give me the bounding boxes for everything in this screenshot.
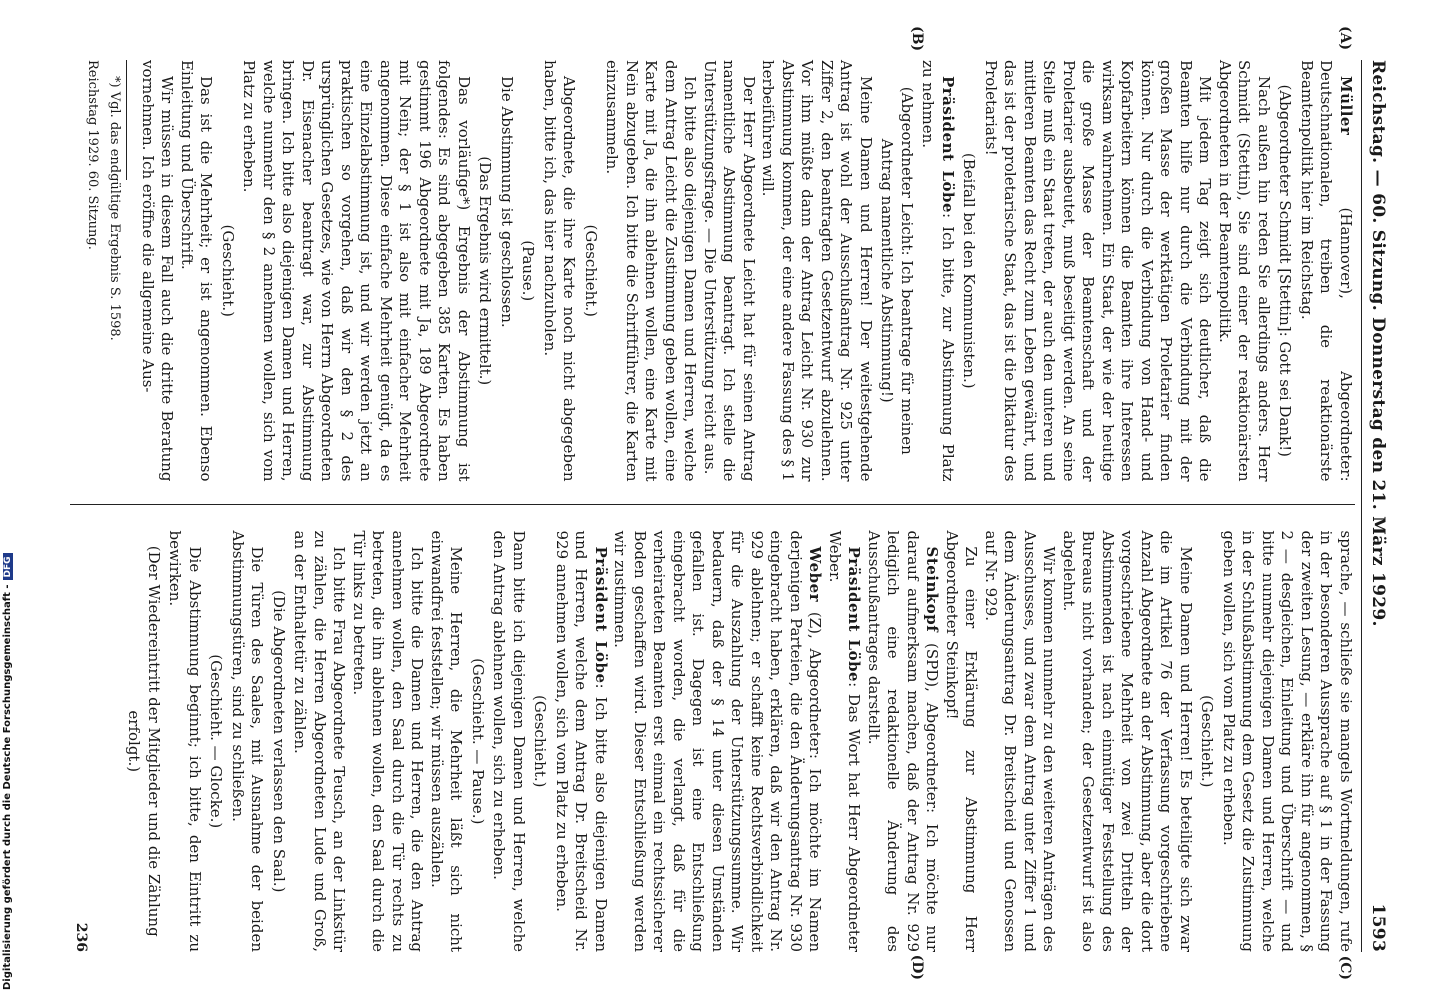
footnote: *) Vgl. das endgültige Ergebnis S. 1598. xyxy=(107,76,123,341)
paragraph-text: (Geschieht.) xyxy=(531,695,550,788)
right-paragraph xyxy=(349,531,427,953)
right-paragraph xyxy=(228,531,267,953)
right-column xyxy=(71,531,1356,953)
right-paragraph xyxy=(1219,531,1356,953)
paragraph-text: sprache, — schließe sie mangels Wortmeldungen, rufe in der besonderen Aussprache auf § 1 in der Fassung der zweiten Lesung, — erkläre ihn für angenommen, § 2 — desgleichen, Einleitung und Überschrift — und bitte nunmehr diejenigen Damen und Herren, welche in der Schlußabstimmung dem Gesetz die Zustimmung geben wollen, sich vom Platz zu erheben. xyxy=(1220,530,1355,952)
document-page xyxy=(73,20,1400,980)
margin-letter-c: (C) xyxy=(1337,955,1353,980)
paragraph-text: (Geschieht. — Glocke.) xyxy=(207,654,226,829)
left-interjection xyxy=(959,60,979,482)
left-interjection xyxy=(518,60,538,482)
right-paragraph xyxy=(489,531,528,953)
right-interjection xyxy=(124,531,163,953)
left-paragraph xyxy=(602,60,700,482)
paragraph-text: (Geschieht.) xyxy=(219,224,237,317)
left-interjection xyxy=(1275,60,1295,482)
right-interjection xyxy=(206,531,226,953)
right-paragraph xyxy=(864,531,942,953)
left-paragraph xyxy=(177,60,216,482)
paragraph-text: Ich bitte Frau Abgeordnete Teusch, an der Linkstür zu zählen, die Herren Abgeordneten Lude und Groß, an der Enthaltetür zu zählen. xyxy=(291,530,349,952)
paragraph-text: (Das Ergebnis wird ermittelt.) xyxy=(476,156,495,386)
paragraph-text: Das vorläufige*) Ergebnis der Abstimmung ist folgendes: Es sind abgegeben 385 Karten. Es haben gestimmt 196 Abgeordnete mit Ja, 189 Abgeordnete mit Nein; der § 1 ist also mit einfacher Mehrheit angenommen. Diese einfache Mehrheit genügt, da es eine Einzelabstimmung ist, und wir werden jetzt an praktischen so vorgehen, daß wir den § 2 des ursprünglichen Gesetzes, wie von Herrn Abgeordneten Dr. Eisenacher beantragt war, zur Abstimmung bringen. Ich bitte also diejenigen Damen und Herren, welche nunmehr den § 2 annehmen wollen, sich vom Platz zu erheben. xyxy=(240,60,473,482)
paragraph-text: (Abgeordneter Schmidt [Stettin]: Gott sei Dank!) xyxy=(1276,84,1295,457)
right-paragraph xyxy=(610,531,825,953)
right-interjection xyxy=(269,531,289,953)
paragraph-text: Meine Damen und Herren! Es beteiligte sich zwar die im Artikel 76 der Verfassung vorgeschriebene Anzahl Abgeordnete an der Abstimmung, aber die dort vorgeschriebene Mehrheit von zwei Dritteln der Abstimmenden ist nach einmütiger Feststellung des Bureaus nicht vorhanden; der Gesetzentwurf ist also abgelehnt. xyxy=(1060,530,1195,952)
page-header xyxy=(1361,60,1388,952)
footer-page-number: 236 xyxy=(73,922,89,952)
paragraph-text: (Die Abgeordneten verlassen den Saal.) xyxy=(270,590,288,893)
right-paragraph xyxy=(942,531,981,953)
header-page-number: 1593 xyxy=(1368,903,1388,952)
speaker-name: Präsident Löbe xyxy=(939,76,957,214)
speaker-name: Präsident Löbe xyxy=(592,546,610,684)
paragraph-text: Wir müssen in diesem Fall auch die dritte Beratung vornehmen. Ich eröffne die allgemeine Aus- xyxy=(139,60,177,482)
margin-letter-a: (A) xyxy=(1337,26,1353,51)
paragraph-text: Ich bitte also diejenigen Damen und Herren, welche dem Antrag Leicht die Zustimmung geben wollen, eine Karte mit Ja, die ihn ablehnen wollen, eine Karte mit Nein abzugeben. Ich bitte die Schriftführer, die Karten einzusammeln. xyxy=(603,60,700,482)
right-paragraph xyxy=(427,531,466,953)
paragraph-text: (SPD), Abgeordneter: Ich möchte nur darauf aufmerksam machen, daß der Antrag Nr. 929 lediglich eine redaktionelle Änderung des Ausschußantrages darstellt. xyxy=(865,530,942,952)
speaker-name: Steinkopf xyxy=(923,546,942,633)
paragraph-text: (Der Wiedereintritt der Mitglieder und die Zählung erfolgt.) xyxy=(125,545,163,937)
right-paragraph xyxy=(552,531,611,953)
paragraph-text: (Geschieht.) xyxy=(1198,695,1217,788)
paragraph-text: (Geschieht. — Pause.) xyxy=(469,658,487,825)
paragraph-text: Die Abstimmung beginnt; ich bitte, den Eintritt zu bewirken. xyxy=(166,530,204,952)
text-columns xyxy=(71,26,1356,980)
paragraph-text: : Ich bitte, zur Abstimmung Platz zu nehmen. xyxy=(919,60,957,482)
left-paragraph xyxy=(700,60,759,482)
paragraph-text: (Hannover), Abgeordneter: Deutschnationalen, treiben die reaktionärste Beamtenpolitik hier im Reichstag. xyxy=(1298,60,1355,482)
right-paragraph xyxy=(290,531,349,953)
right-paragraph xyxy=(981,531,1059,953)
left-paragraph xyxy=(1297,60,1356,482)
paragraph-text: (Geschieht.) xyxy=(582,224,600,317)
left-paragraph xyxy=(239,60,473,482)
left-paragraph xyxy=(497,60,517,482)
footer-left xyxy=(83,60,103,482)
left-paragraph xyxy=(758,60,875,482)
speaker-name: Weber xyxy=(806,546,825,603)
header-title: Reichstag. — 60. Sitzung. Donnerstag den 21. März 1929. xyxy=(1368,60,1388,627)
left-interjection xyxy=(475,60,495,482)
paragraph-text: (Beifall bei den Kommunisten.) xyxy=(960,152,979,389)
right-interjection xyxy=(530,531,550,953)
left-interjection xyxy=(877,60,916,482)
speaker-name: Müller xyxy=(1337,76,1355,136)
paragraph-text: Ich bitte die Damen und Herren, die den Antrag annehmen wollen, den Saal durch die Tür rechts zu betreten, die ihn ablehnen wollen, den Saal durch die Tür links zu betreten. xyxy=(350,530,427,952)
left-paragraph xyxy=(918,60,957,482)
speaker-name: Präsident Löbe xyxy=(845,546,864,683)
paragraph-text: (Abgeordneter Leicht: Ich beantrage für meinen Antrag namentliche Abstimmung!) xyxy=(878,86,916,455)
paragraph-text: Mit jedem Tag zeigt sich deutlicher, daß die Beamten hilfe nur durch die Verbindung mit der großen Masse der werktätigen Proletarier finden können. Nur durch die Verbindung von Hand- und Kopfarbeitern können die Beamten ihre Interessen wirksam wahrnehmen. Ein Staat, der wie der heutige die große Masse der Beamtenschaft und der Proletarier ausbeutet, muß beseitigt werden. An seine Stelle muß ein Staat treten, der auch den unteren und mittleren Beamten das Recht zum Leben gewährt, und das ist der proletarische Staat, das ist die Diktatur des Proletariats! xyxy=(982,60,1215,482)
paragraph-text: Die Türen des Saales, mit Ausnahme der beiden Abstimmungstüren, sind zu schließen. xyxy=(229,530,267,952)
right-paragraph xyxy=(165,531,204,953)
digitization-text: Digitalisierung gefördert durch die Deutsche Forschungsgemeinschaft - xyxy=(2,584,13,990)
paragraph-text: (Pause.) xyxy=(519,240,538,302)
left-paragraph xyxy=(981,60,1215,482)
footnote-rule xyxy=(127,60,128,180)
right-paragraph xyxy=(825,531,864,953)
paragraph-text: Der Herr Abgeordnete Leicht hat für seinen Antrag namentliche Abstimmung beantragt. Ich stelle die Unterstützungsfrage. — Die Unterstützung reicht aus. xyxy=(701,60,758,482)
left-column xyxy=(71,60,1356,505)
right-interjection xyxy=(468,531,488,953)
paragraph-text: Nach außen hin reden Sie allerdings anders. Herr Schmidt (Stettin), Sie sind einer der reaktionärsten Abgeordneten in der Beamtenpolitik. xyxy=(1216,60,1273,482)
right-interjection xyxy=(1197,531,1217,953)
left-interjection xyxy=(581,60,601,482)
margin-letter-b: (B) xyxy=(909,26,925,52)
footer-right xyxy=(71,531,121,953)
footer-session-note: Reichstag 1929. 60. Sitzung. xyxy=(85,60,101,250)
paragraph-text: : Ich bitte also diejenigen Damen und Herren, welche dem Antrag Dr. Breitscheid Nr. 929 annehmen wollen, sich vom Platz zu erheben. xyxy=(553,530,610,952)
paragraph-text: Zu einer Erklärung zur Abstimmung Herr Abgeordneter Steinkopf! xyxy=(943,530,981,952)
left-paragraph xyxy=(138,60,177,482)
paragraph-text: Dann bitte ich diejenigen Damen und Herren, welche den Antrag ablehnen wollen, sich zu erheben. xyxy=(490,530,528,952)
paragraph-text: Meine Damen und Herren! Der weitestgehende Antrag ist wohl der Ausschußantrag Nr. 925 unter Ziffer 2, den beantragten Gesetzentwurf abzulehnen. Vor ihm müßte dann der Antrag Leicht Nr. 930 zur Abstimmung kommen, der eine andere Fassung des § 1 herbeiführen will. xyxy=(759,60,875,482)
left-interjection xyxy=(218,60,238,482)
paragraph-text: (Z), Abgeordneter: Ich möchte im Namen derjenigen Parteien, die den Änderungsantrag Nr. 930 eingebracht haben, erklären, daß wir den Antrag Nr. 929 ablehnen; er schafft keine Rechtsverbindlichkeit für die Auszahlung der Unterstützungssumme. Wir bedauern, daß der § 14 unter diesen Umständen gefallen ist. Dagegen ist eine Entschließung eingebracht worden, die verlangt, daß für die verheirateten Beamten erst einmal ein rechtssicherer Boden geschaffen wird. Dieser Entschließung werden wir zustimmen. xyxy=(611,530,825,952)
paragraph-text: Abgeordnete, die ihre Karte noch nicht abgegeben haben, bitte ich, das hier nachzuholen. xyxy=(541,60,579,482)
left-paragraph xyxy=(1215,60,1274,482)
margin-letter-d: (D) xyxy=(909,954,925,980)
paragraph-text: Wir kommen nunmehr zu den weiteren Anträgen des Ausschusses, und zwar dem Antrag unter Ziffer 1 und dem Änderungsantrag Dr. Breitscheid und Genossen auf Nr. 929. xyxy=(982,530,1059,952)
paragraph-text: Meine Herren, die Mehrheit läßt sich nicht einwandfrei feststellen; wir müssen auszählen. xyxy=(428,530,466,952)
digitization-note xyxy=(2,553,13,990)
dfg-logo: DFG xyxy=(3,553,13,580)
right-paragraph xyxy=(1059,531,1196,953)
paragraph-text: Die Abstimmung ist geschlossen. xyxy=(498,76,516,328)
left-paragraph xyxy=(540,60,579,482)
paragraph-text: : Das Wort hat Herr Abgeordneter Weber. xyxy=(826,530,864,952)
paragraph-text: Das ist die Mehrheit; er ist angenommen. Ebenso Einleitung und Überschrift. xyxy=(178,60,216,482)
